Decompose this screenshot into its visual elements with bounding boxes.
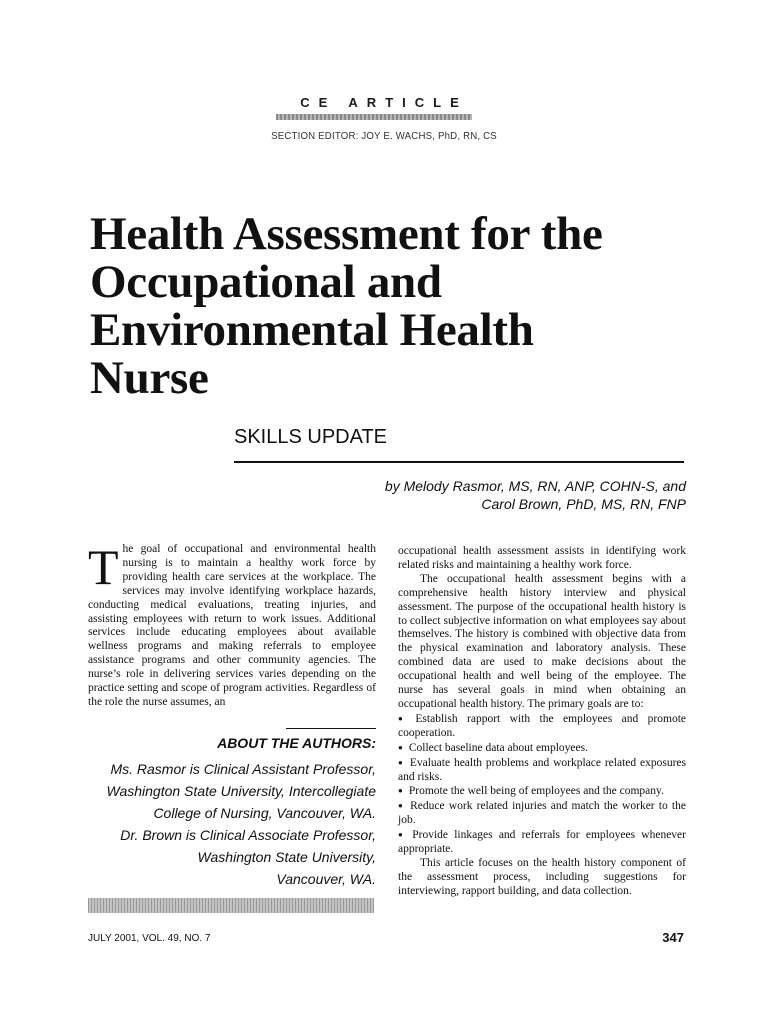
page-number: 347 <box>662 930 684 945</box>
journal-issue: JULY 2001, VOL. 49, NO. 7 <box>88 933 211 944</box>
goals-list <box>398 712 686 857</box>
title-line-4: Nurse <box>90 352 209 404</box>
byline <box>300 477 686 513</box>
about-authors-rule <box>286 728 376 729</box>
list-item: ● Collect baseline data about employees. <box>398 741 686 756</box>
list-item: ● Evaluate health problems and workplace related exposures and risks. <box>398 756 686 785</box>
intro-paragraph <box>88 539 376 710</box>
byline-line-1: by Melody Rasmor, MS, RN, ANP, COHN-S, and <box>384 478 686 494</box>
right-column <box>398 545 686 899</box>
subtitle-rule <box>234 461 684 463</box>
article-title <box>90 210 710 402</box>
about-authors-heading: ABOUT THE AUTHORS: <box>217 735 376 751</box>
kicker-underline-bar <box>276 114 472 120</box>
article-subtitle: SKILLS UPDATE <box>234 426 388 448</box>
about-line: College of Nursing, Vancouver, WA. <box>153 805 376 821</box>
left-column <box>88 539 376 710</box>
title-line-1: Health Assessment for the <box>90 208 603 260</box>
paragraph: occupational health assessment assists in identifying work related risks and maintaining a healthy work force. <box>398 545 686 571</box>
list-item: ● Provide linkages and referrals for employees whenever appropriate. <box>398 828 686 857</box>
about-line: Vancouver, WA. <box>276 871 376 887</box>
about-authors-bar <box>88 898 374 913</box>
paragraph: This article focuses on the health history component of the assessment process, including suggestions for interviewing, rapport building, and data collection. <box>398 856 686 897</box>
about-line: Washington State University, <box>197 849 376 865</box>
about-authors-body <box>88 758 376 890</box>
list-item: ● Establish rapport with the employees and promote cooperation. <box>398 712 686 741</box>
list-item: ● Promote the well being of employees and the company. <box>398 784 686 799</box>
intro-text: he goal of occupational and environmental health nursing is to maintain a healthy work force by providing health care services at the workplace. The services may involve identifying workplace hazards, conducting medical evaluations, treating injuries, and assisting employees with return to work issues. Additional services include educating employees about available wellness programs and making referrals to employee assistance programs and other community agencies. The nurse’s role in delivering services varies depending on the practice setting and scope of program activities. Regardless of the role the nurse assumes, an <box>88 543 376 708</box>
drop-cap: T <box>88 539 119 595</box>
about-line: Washington State University, Intercollegiate <box>106 783 376 799</box>
title-line-3: Environmental Health <box>90 304 534 356</box>
about-line: Dr. Brown is Clinical Associate Professor, <box>120 827 376 843</box>
title-line-2: Occupational and <box>90 256 442 308</box>
byline-line-2: Carol Brown, PhD, MS, RN, FNP <box>481 496 686 512</box>
section-editor: SECTION EDITOR: JOY E. WACHS, PhD, RN, CS <box>271 130 497 142</box>
list-item: ● Reduce work related injuries and match the worker to the job. <box>398 799 686 828</box>
about-line: Ms. Rasmor is Clinical Assistant Professor, <box>110 761 376 777</box>
ce-article-kicker: CE ARTICLE <box>300 95 468 110</box>
paragraph: The occupational health assessment begins with a comprehensive health history interview and physical assessment. The purpose of the occupational health history is to collect subjective information on what employees say about themselves. The history is combined with objective data from the physical examination and laboratory analysis. These combined data are used to make decisions about the occupational health and well being of the employee. The nurse has several goals in mind when obtaining an occupational health history. The primary goals are to: <box>398 572 686 710</box>
